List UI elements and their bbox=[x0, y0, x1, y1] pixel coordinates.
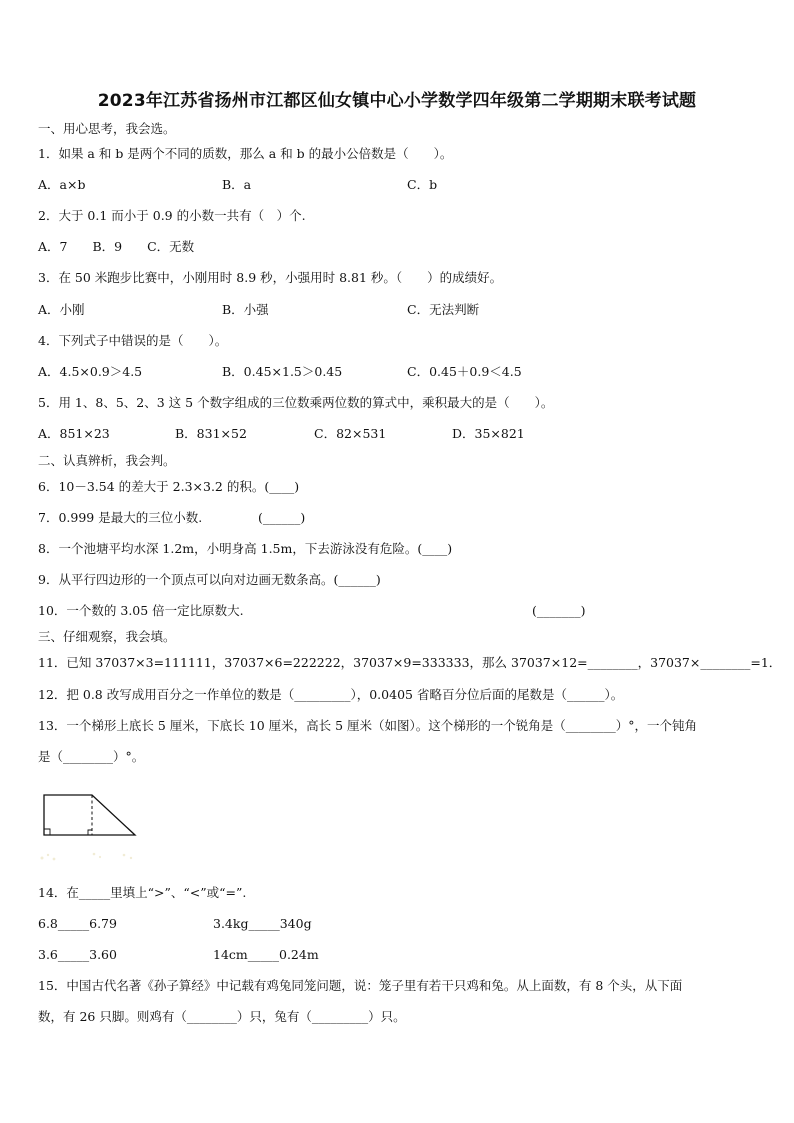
question-3: 3．在 50 米跑步比赛中，小刚用时 8.9 秒，小强用时 8.81 秒。（ ）的成绩好。 bbox=[38, 270, 503, 285]
q3-option-b: B．小强 bbox=[222, 302, 269, 317]
q4-option-a: A．4.5×0.9＞4.5 bbox=[38, 364, 143, 379]
question-15-line-2: 数，有 26 只脚。则鸡有（________）只，兔有（_________）只。 bbox=[38, 1009, 406, 1024]
question-2: 2．大于 0.1 而小于 0.9 的小数一共有（ ）个. bbox=[38, 208, 306, 223]
section-heading-judge: 二、认真辨析，我会判。 bbox=[38, 453, 176, 468]
question-13-line-1: 13．一个梯形上底长 5 厘米，下底长 10 厘米，高长 5 厘米（如图）。这个梯形的一个锐角是（________）°，一个钝角 bbox=[38, 718, 698, 733]
question-4: 4．下列式子中错误的是（ ）。 bbox=[38, 333, 228, 348]
question-14: 14．在_____里填上“>”、“<”或“=”. bbox=[38, 885, 247, 900]
q5-option-d: D．35×821 bbox=[452, 426, 525, 441]
q5-option-c: C．82×531 bbox=[314, 426, 387, 441]
page-title: 2023年江苏省扬州市江都区仙女镇中心小学数学四年级第二学期期末联考试题 bbox=[97, 91, 697, 111]
q5-option-a: A．851×23 bbox=[38, 426, 110, 441]
right-angle-mark-height bbox=[88, 830, 92, 835]
q4-option-b: B．0.45×1.5＞0.45 bbox=[222, 364, 343, 379]
q1-option-a: A．a×b bbox=[38, 177, 86, 192]
question-15-line-1: 15．中国古代名著《孙子算经》中记载有鸡兔同笼问题，说：笼子里有若干只鸡和兔。从上面数，有 8 个头，从下面 bbox=[38, 978, 683, 993]
right-angle-mark-left bbox=[44, 829, 50, 835]
section-heading-fill: 三、仔细观察，我会填。 bbox=[38, 629, 176, 644]
q14-compare-1: 6.8_____6.79 bbox=[38, 916, 117, 931]
trapezoid-figure bbox=[36, 788, 146, 868]
q5-option-b: B．831×52 bbox=[175, 426, 247, 441]
q14-compare-3: 3.6_____3.60 bbox=[38, 947, 117, 962]
section-heading-choice: 一、用心思考，我会选。 bbox=[38, 121, 176, 136]
q10-answer-blank: (_______) bbox=[532, 603, 586, 618]
q14-compare-2: 3.4kg_____340g bbox=[213, 916, 312, 931]
q1-option-b: B．a bbox=[222, 177, 252, 192]
trapezoid-shape bbox=[44, 795, 135, 835]
q4-option-c: C．0.45＋0.9＜4.5 bbox=[407, 364, 522, 379]
question-1: 1．如果 a 和 b 是两个不同的质数，那么 a 和 b 的最小公倍数是（ ）。 bbox=[38, 146, 453, 161]
q3-option-c: C．无法判断 bbox=[407, 302, 480, 317]
question-13-line-2: 是（________）°。 bbox=[38, 749, 145, 764]
q3-option-a: A．小刚 bbox=[38, 302, 85, 317]
question-9: 9．从平行四边形的一个顶点可以向对边画无数条高。(______) bbox=[38, 572, 381, 587]
question-10: 10．一个数的 3.05 倍一定比原数大. bbox=[38, 603, 244, 618]
question-7: 7．0.999 是最大的三位小数. bbox=[38, 510, 203, 525]
q1-option-c: C．b bbox=[407, 177, 438, 192]
question-12: 12．把 0.8 改写成用百分之一作单位的数是（_________），0.0405 省略百分位后面的尾数是（______）。 bbox=[38, 687, 624, 702]
faint-scribble-marks bbox=[41, 853, 133, 861]
question-5: 5．用 1、8、5、2、3 这 5 个数字组成的三位数乘两位数的算式中，乘积最大的是（ ）。 bbox=[38, 395, 554, 410]
question-6: 6．10－3.54 的差大于 2.3×3.2 的积。(____) bbox=[38, 479, 300, 494]
q14-compare-4: 14cm_____0.24m bbox=[213, 947, 319, 962]
q7-answer-blank: (______) bbox=[258, 510, 306, 525]
question-11: 11．已知 37037×3=111111，37037×6=222222，37037×9=333333，那么 37037×12=________，37037×________=1． bbox=[38, 655, 782, 670]
question-8: 8．一个池塘平均水深 1.2m，小明身高 1.5m，下去游泳没有危险。(____) bbox=[38, 541, 453, 556]
q2-options: A．7 B．9 C．无数 bbox=[38, 239, 195, 254]
